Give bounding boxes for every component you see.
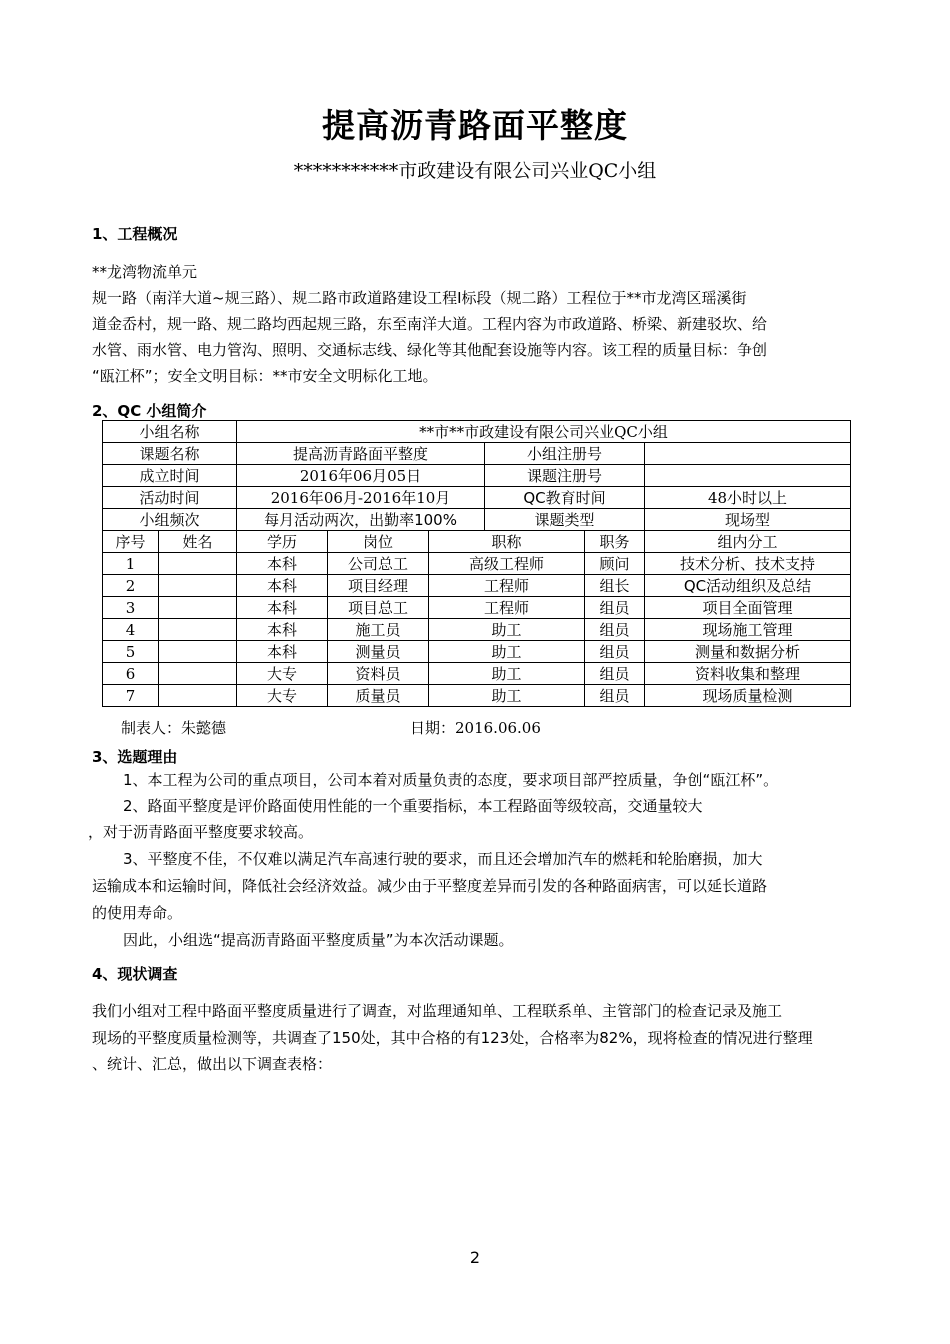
table-cell <box>159 663 237 685</box>
table-row <box>103 597 851 619</box>
reason-3-cont: 运输成本和运输时间，降低社会经济效益。减少由于平整度差异而引发的各种路面病害，可以延长道路 <box>92 877 768 895</box>
table-cell: QC活动组织及总结 <box>645 575 851 597</box>
table-cell: 提高沥青路面平整度 <box>237 443 485 465</box>
table-cell: QC教育时间 <box>485 487 645 509</box>
table-cell: 6 <box>103 663 159 685</box>
table-row <box>103 575 851 597</box>
table-cell: 工程师 <box>429 575 585 597</box>
table-cell <box>159 641 237 663</box>
table-cell: 顾问 <box>585 553 645 575</box>
table-cell: 小组频次 <box>103 509 237 531</box>
table-cell: 高级工程师 <box>429 553 585 575</box>
section-3-heading: 3、选题理由 <box>92 748 178 766</box>
table-cell: 7 <box>103 685 159 707</box>
table-cell: 现场型 <box>645 509 851 531</box>
table-cell: 测量和数据分析 <box>645 641 851 663</box>
table-cell: 技术分析、技术支持 <box>645 553 851 575</box>
table-cell: 组员 <box>585 597 645 619</box>
table-cell: 项目经理 <box>328 575 429 597</box>
column-header: 职称 <box>429 531 585 553</box>
table-cell: 成立时间 <box>103 465 237 487</box>
table-cell: 组员 <box>585 663 645 685</box>
table-cell: 助工 <box>429 663 585 685</box>
table-cell <box>645 443 851 465</box>
table-cell: 本科 <box>237 597 328 619</box>
reason-2-cont: ，对于沥青路面平整度要求较高。 <box>88 823 314 841</box>
table-cell <box>159 685 237 707</box>
table-cell: 本科 <box>237 641 328 663</box>
column-header: 岗位 <box>328 531 429 553</box>
table-cell: 5 <box>103 641 159 663</box>
table-date: 日期：2016.06.06 <box>410 719 541 737</box>
table-cell: 施工员 <box>328 619 429 641</box>
table-cell: 本科 <box>237 619 328 641</box>
table-row <box>103 465 851 487</box>
table-cell: 1 <box>103 553 159 575</box>
table-maker: 制表人：朱懿德 <box>121 719 227 737</box>
table-header-row <box>103 531 851 553</box>
table-cell: 小组名称 <box>103 421 237 443</box>
table-row <box>103 663 851 685</box>
table-cell: 助工 <box>429 619 585 641</box>
table-cell <box>159 553 237 575</box>
conclusion: 因此，小组选“提高沥青路面平整度质量”为本次活动课题。 <box>123 931 514 949</box>
table-row <box>103 553 851 575</box>
table-cell: 4 <box>103 619 159 641</box>
table-cell: 资料收集和整理 <box>645 663 851 685</box>
table-cell: 组长 <box>585 575 645 597</box>
table-row <box>103 421 851 443</box>
table-row <box>103 487 851 509</box>
section-1-line: 水管、雨水管、电力管沟、照明、交通标志线、绿化等其他配套设施等内容。该工程的质量目标：争创 <box>92 341 768 359</box>
table-cell: 组员 <box>585 619 645 641</box>
table-cell: 组员 <box>585 685 645 707</box>
section-2-heading: 2、QC 小组简介 <box>92 402 207 420</box>
section-1-line: 道金岙村，规一路、规二路均西起规三路，东至南洋大道。工程内容为市政道路、桥梁、新建驳坎、给 <box>92 315 768 333</box>
table-cell <box>159 619 237 641</box>
section-4-heading: 4、现状调查 <box>92 965 178 983</box>
reason-1: 1、本工程为公司的重点项目，公司本着对质量负责的态度，要求项目部严控质量，争创“瓯江杯”。 <box>123 771 779 789</box>
table-cell: 本科 <box>237 553 328 575</box>
qc-group-table <box>102 420 851 707</box>
table-cell: 质量员 <box>328 685 429 707</box>
table-cell: 每月活动两次，出勤率100% <box>237 509 485 531</box>
section-1-heading: 1、工程概况 <box>92 225 178 243</box>
table-cell: 大专 <box>237 685 328 707</box>
section-1-line: **龙湾物流单元 <box>92 263 198 281</box>
table-cell <box>645 465 851 487</box>
table-row <box>103 641 851 663</box>
table-cell: 2 <box>103 575 159 597</box>
survey-line: 现场的平整度质量检测等，共调查了150处，其中合格的有123处，合格率为82%，现将检查的情况进行整理 <box>92 1029 813 1047</box>
reason-3-cont: 的使用寿命。 <box>92 904 183 922</box>
column-header: 姓名 <box>159 531 237 553</box>
table-cell: 项目总工 <box>328 597 429 619</box>
page-number: 2 <box>469 1248 481 1267</box>
table-cell: 组员 <box>585 641 645 663</box>
table-cell: 资料员 <box>328 663 429 685</box>
table-cell: 3 <box>103 597 159 619</box>
table-cell <box>159 597 237 619</box>
section-1-line: 规一路（南洋大道~规三路）、规二路市政道路建设工程Ⅰ标段（规二路）工程位于**市龙湾区瑶溪街 <box>92 289 747 307</box>
column-header: 职务 <box>585 531 645 553</box>
table-cell: 大专 <box>237 663 328 685</box>
column-header: 组内分工 <box>645 531 851 553</box>
table-cell <box>159 575 237 597</box>
table-cell: 48小时以上 <box>645 487 851 509</box>
reason-2: 2、路面平整度是评价路面使用性能的一个重要指标，本工程路面等级较高，交通量较大 <box>123 797 703 815</box>
page-title: 提高沥青路面平整度 <box>322 106 628 145</box>
survey-line: 我们小组对工程中路面平整度质量进行了调查，对监理通知单、工程联系单、主管部门的检查记录及施工 <box>92 1002 783 1020</box>
table-cell: 小组注册号 <box>485 443 645 465</box>
table-row <box>103 509 851 531</box>
table-cell: 公司总工 <box>328 553 429 575</box>
table-cell: 助工 <box>429 685 585 707</box>
table-cell: 本科 <box>237 575 328 597</box>
table-cell: **市**市政建设有限公司兴业QC小组 <box>237 421 851 443</box>
column-header: 序号 <box>103 531 159 553</box>
survey-line: 、统计、汇总，做出以下调查表格： <box>92 1055 333 1073</box>
table-cell: 测量员 <box>328 641 429 663</box>
table-cell: 现场质量检测 <box>645 685 851 707</box>
page-subtitle: ***********市政建设有限公司兴业QC小组 <box>293 160 657 182</box>
table-cell: 项目全面管理 <box>645 597 851 619</box>
table-cell: 活动时间 <box>103 487 237 509</box>
table-cell: 助工 <box>429 641 585 663</box>
table-cell: 工程师 <box>429 597 585 619</box>
section-1-line: “瓯江杯”；安全文明目标：**市安全文明标化工地。 <box>92 367 438 385</box>
table-row <box>103 619 851 641</box>
table-row <box>103 685 851 707</box>
table-cell: 课题名称 <box>103 443 237 465</box>
reason-3: 3、平整度不佳，不仅难以满足汽车高速行驶的要求，而且还会增加汽车的燃耗和轮胎磨损，加大 <box>123 850 763 868</box>
table-cell: 课题注册号 <box>485 465 645 487</box>
column-header: 学历 <box>237 531 328 553</box>
table-cell: 2016年06月-2016年10月 <box>237 487 485 509</box>
table-cell: 课题类型 <box>485 509 645 531</box>
table-row <box>103 443 851 465</box>
table-cell: 2016年06月05日 <box>237 465 485 487</box>
table-cell: 现场施工管理 <box>645 619 851 641</box>
